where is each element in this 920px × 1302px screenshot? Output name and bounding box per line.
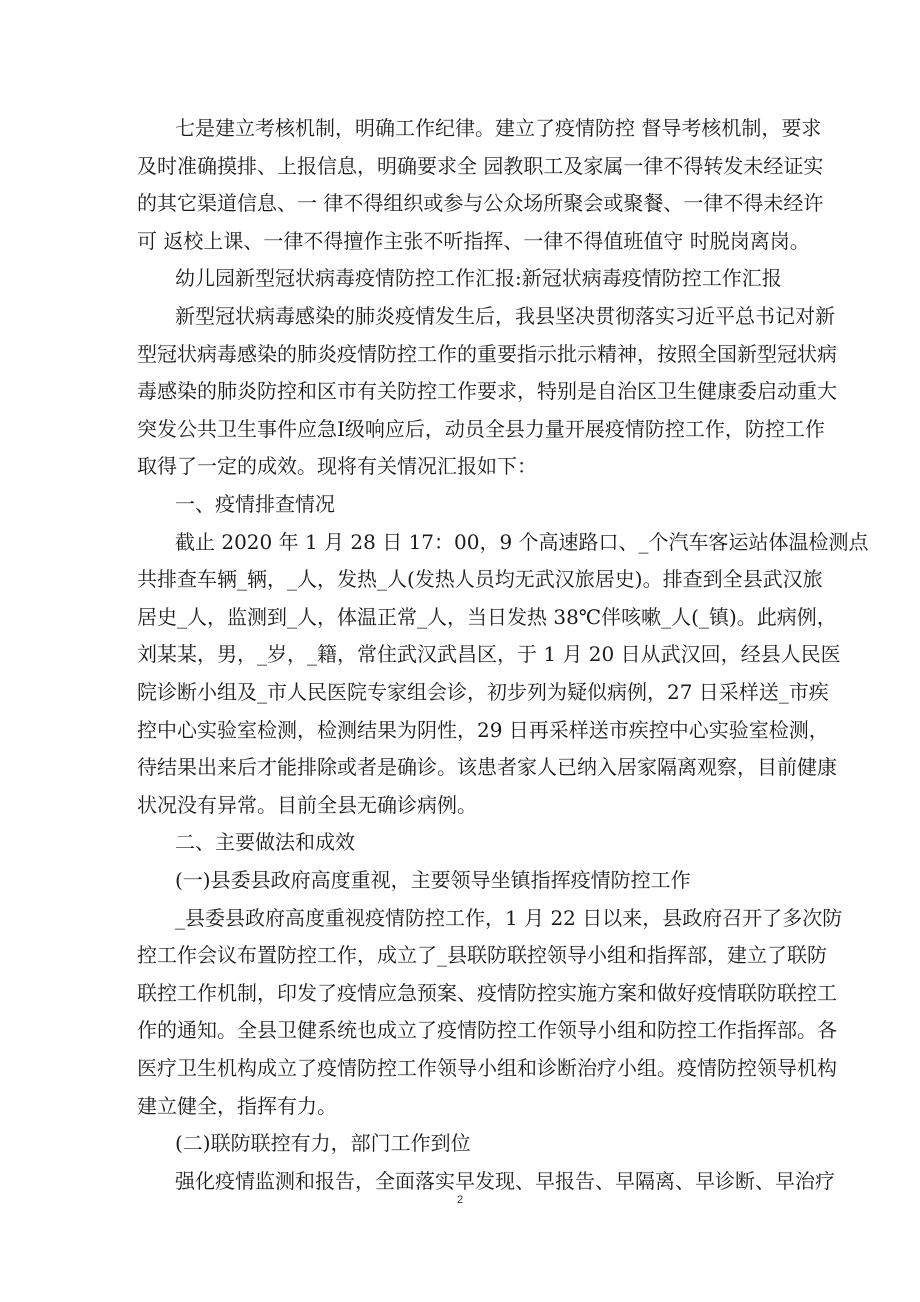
text-line: 的其它渠道信息、一 律不得组织或参与公众场所聚会或聚餐、一律不得未经许 [137, 191, 824, 215]
text-line: 联控工作机制，印发了疫情应急预案、疫情防控实施方案和做好疫情联防联控工 [137, 981, 837, 1005]
text-line: 状况没有异常。目前全县无确诊病例。 [137, 793, 477, 817]
text-line: 待结果出来后才能排除或者是确诊。该患者家人已纳入居家隔离观察，目前健康 [137, 755, 837, 779]
text-line: 共排查车辆_辆，_人，发热_人(发热人员均无武汉旅居史)。排查到全县武汉旅 [137, 567, 823, 591]
text-line: 医疗卫生机构成立了疫情防控工作领导小组和诊断治疗小组。疫情防控领导机构 [137, 1056, 837, 1080]
text-line: _县委县政府高度重视疫情防控工作，1 月 22 日以来，县政府召开了多次防 [175, 906, 843, 930]
text-line: 新型冠状病毒感染的肺炎疫情发生后，我县坚决贯彻落实习近平总书记对新 [175, 304, 835, 328]
text-line: 及时准确摸排、上报信息，明确要求全 园教职工及家属一律不得转发未经证实 [137, 154, 824, 178]
text-line: 型冠状病毒感染的肺炎疫情防控工作的重要指示批示精神，按照全国新型冠状病 [137, 342, 837, 366]
text-line: 突发公共卫生事件应急Ⅰ级响应后，动员全县力量开展疫情防控工作，防控工作 [137, 417, 825, 441]
text-line: 作的通知。全县卫健系统也成立了疫情防控工作领导小组和防控工作指挥部。各 [137, 1018, 837, 1042]
text-line: (一)县委县政府高度重视，主要领导坐镇指挥疫情防控工作 [175, 868, 691, 892]
page-number: 2 [456, 1194, 464, 1206]
text-line: 七是建立考核机制，明确工作纪律。建立了疫情防控 督导考核机制，要求 [175, 116, 822, 140]
text-line: 一、疫情排查情况 [175, 492, 335, 516]
text-line: 院诊断小组及_市人民医院专家组会诊，初步列为疑似病例，27 日采样送_市疾 [137, 680, 829, 704]
text-line: (二)联防联控有力，部门工作到位 [175, 1131, 471, 1155]
text-line: 幼儿园新型冠状病毒疫情防控工作汇报:新冠状病毒疫情防控工作汇报 [175, 266, 782, 290]
text-line: 强化疫情监测和报告，全面落实早发现、早报告、早隔离、早诊断、早治疗 [175, 1169, 835, 1193]
text-line: 可 返校上课、一律不得擅作主张不听指挥、一律不得值班值守 时脱岗离岗。 [137, 229, 810, 253]
text-line: 二、主要做法和成效 [175, 830, 355, 854]
text-line: 居史_人，监测到_人，体温正常_人，当日发热 38℃伴咳嗽_人(_镇)。此病例， [137, 605, 837, 629]
text-line: 建立健全，指挥有力。 [137, 1094, 337, 1118]
text-line: 毒感染的肺炎防控和区市有关防控工作要求，特别是自治区卫生健康委启动重大 [137, 379, 837, 403]
text-line: 取得了一定的成效。现将有关情况汇报如下： [137, 454, 537, 478]
text-line: 控工作会议布置防控工作，成立了_县联防联控领导小组和指挥部，建立了联防 [137, 943, 827, 967]
text-line: 刘某某，男，_岁，_籍，常住武汉武昌区，于 1 月 20 日从武汉回，经县人民医 [137, 642, 841, 666]
text-line: 控中心实验室检测，检测结果为阴性，29 日再采样送市疾控中心实验室检测， [137, 718, 829, 742]
text-line: 截止 2020 年 1 月 28 日 17：00，9 个高速路口、_个汽车客运站体温检测点 [175, 530, 869, 554]
